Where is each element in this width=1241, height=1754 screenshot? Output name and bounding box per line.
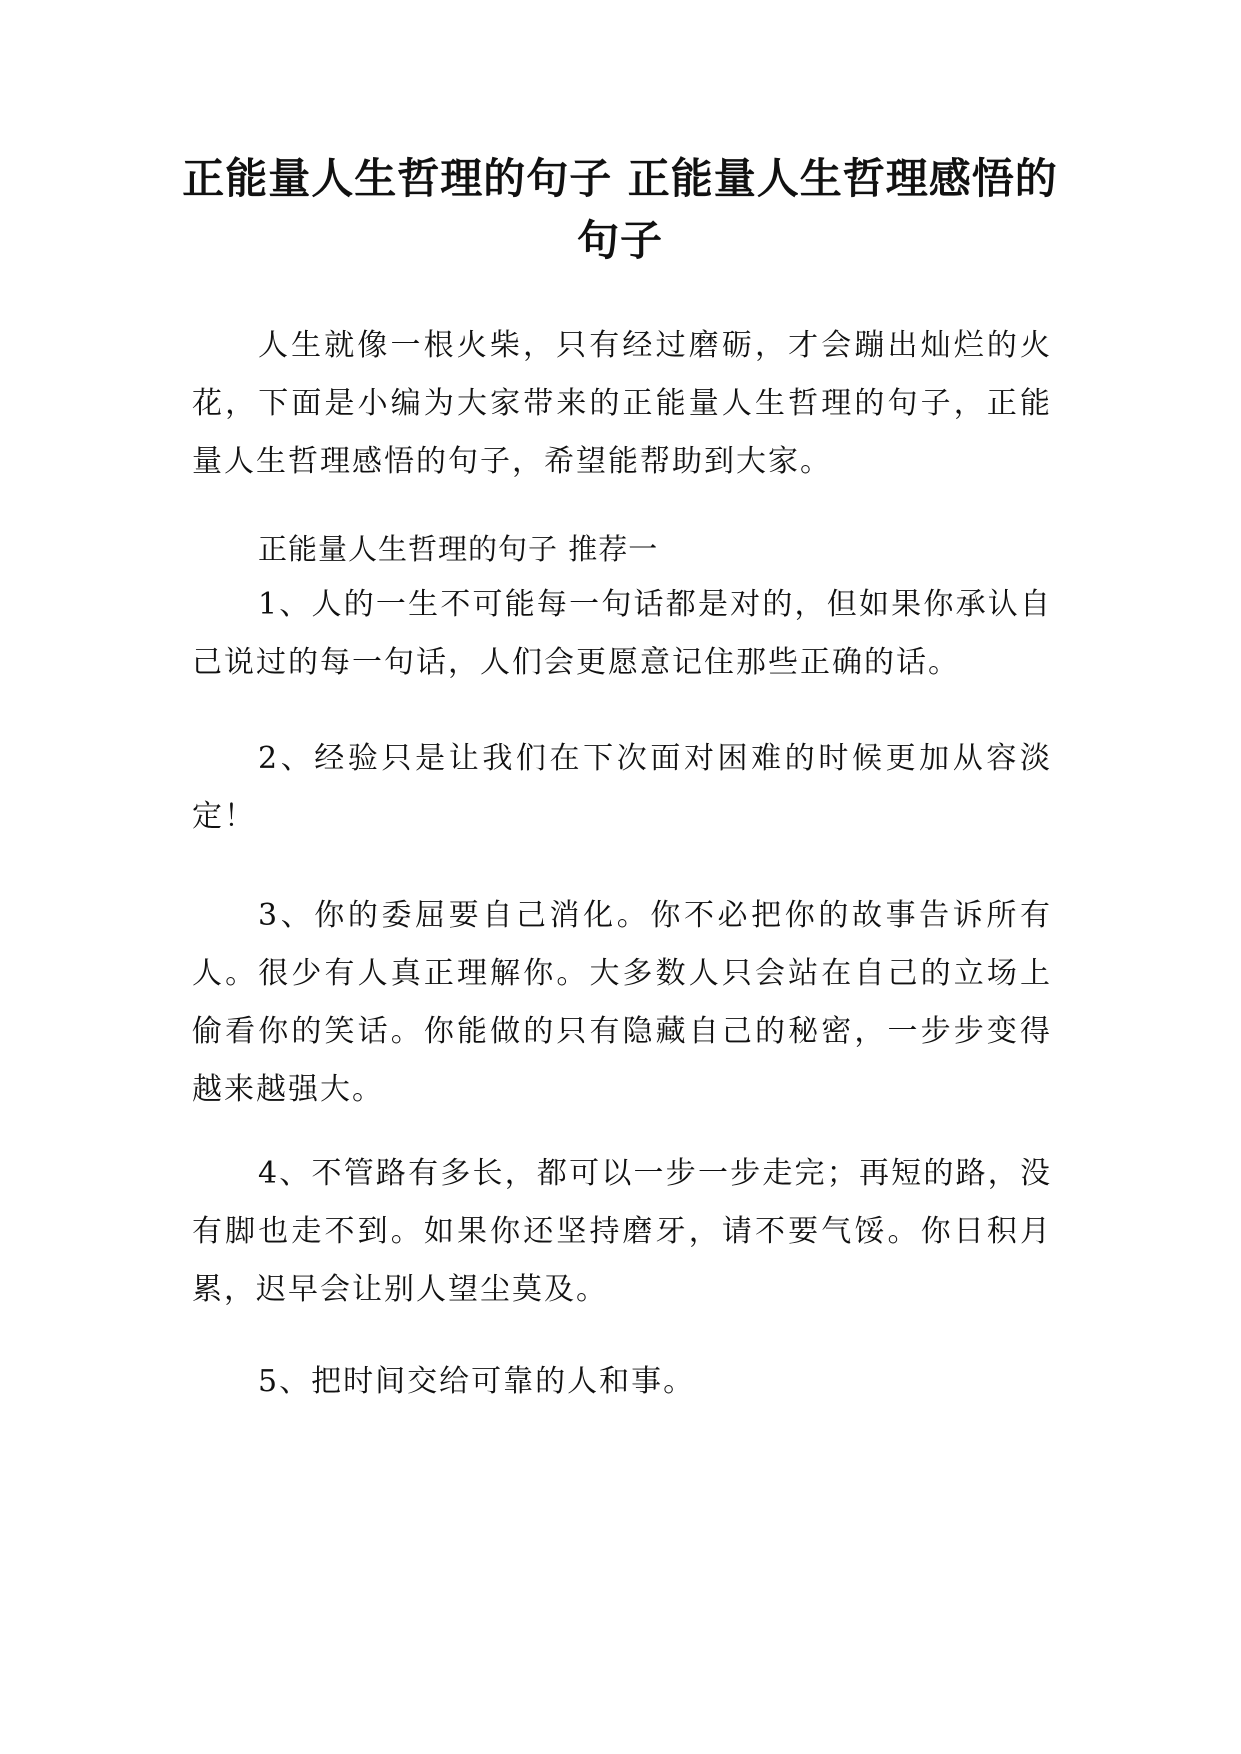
section-heading: 正能量人生哲理的句子 推荐一 [258,532,659,566]
intro-paragraph: 人生就像一根火柴，只有经过磨砺，才会蹦出灿烂的火花，下面是小编为大家带来的正能量人生哲理的句子，正能量人生哲理感悟的句子，希望能帮助到大家。 [192,328,1052,479]
list-item: 1、人的一生不可能每一句话都是对的，但如果你承认自己说过的每一句话，人们会更愿意记住那些正确的话。 [192,587,1052,680]
list-item: 3、你的委屈要自己消化。你不必把你的故事告诉所有人。很少有人真正理解你。大多数人只会站在自己的立场上偷看你的笑话。你能做的只有隐藏自己的秘密，一步步变得越来越强大。 [192,898,1052,1107]
list-item: 5、把时间交给可靠的人和事。 [258,1364,696,1399]
list-item: 4、不管路有多长，都可以一步一步走完；再短的路，没有脚也走不到。如果你还坚持磨牙，请不要气馁。你日积月累，迟早会让别人望尘莫及。 [192,1156,1052,1307]
document-title: 正能量人生哲理的句子 正能量人生哲理感悟的句子 [182,154,1058,265]
list-item: 2、经验只是让我们在下次面对困难的时候更加从容淡定！ [192,741,1052,834]
